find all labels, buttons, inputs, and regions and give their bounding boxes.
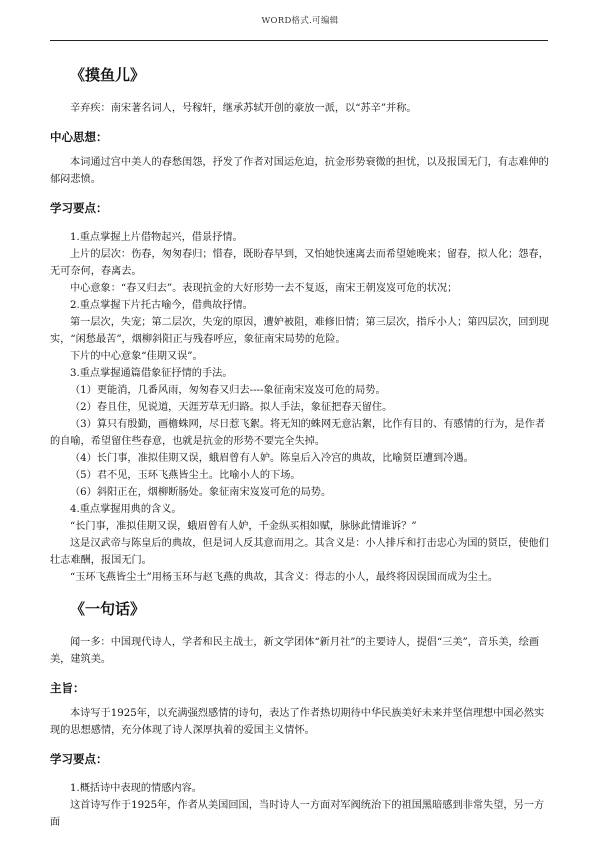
key-point-line: 1.概括诗中表现的情感内容。 — [70, 783, 202, 794]
key-point-line: （3）算只有殷勤，画檐蛛网，尽日惹飞絮。将无知的蛛网无意沾絮，比作有目的、有感情的行为，是作者的自喻，希望留住些春意，也就是抗金的形势不要完全失掉。 — [50, 419, 546, 447]
key-point-line: 4.重点掌握用典的含义。 — [70, 504, 182, 515]
poem-title-moyuer: 《摸鱼儿》 — [70, 66, 146, 84]
key-point-line: 3.重点掌握通篇借象征抒情的手法。 — [70, 368, 233, 379]
key-point-line: 中心意象：“春又归去”。表现抗金的大好形势一去不复返，南宋王朝岌岌可危的状况； — [70, 283, 458, 294]
theme-text: 本词通过宫中美人的春愁闺怨，抒发了作者对国运危迫，抗金形势衰微的担忧，以及报国无门，有志难伸的郁闷悲愤。 — [50, 157, 549, 185]
key-point-line: （1）更能消，几番风雨，匆匆春又归去----象征南宋岌岌可危的局势。 — [70, 385, 386, 396]
key-point-line: （4）长门事，准拟佳期又误，蛾眉曾有人妒。陈皇后入冷宫的典故，比喻贤臣遭到冷遇。 — [70, 453, 474, 464]
theme-text: 本诗写于1925年，以充满强烈感情的诗句，表达了作者热切期待中华民族美好未来并坚信理想中国必然实现的思想感情，充分体现了诗人深厚执着的爱国主义情怀。 — [50, 708, 545, 736]
key-point-line: 这首诗写作于1925年，作者从美国回国，当时诗人一方面对军阀统治下的祖国黑暗感到非常失望，另一方面 — [50, 800, 545, 828]
section-heading-key-points: 学习要点： — [50, 201, 108, 215]
document-body — [50, 64, 550, 831]
key-point-line: “玉环飞燕皆尘土”用杨玉环与赵飞燕的典故，其含义：得志的小人，最终将因误国而成为尘土。 — [70, 572, 499, 583]
page-header — [0, 12, 600, 32]
key-point-line: （6）斜阳正在，烟柳断肠处。象征南宋岌岌可危的局势。 — [70, 487, 332, 498]
section-heading-theme: 主旨： — [50, 681, 85, 695]
header-rule — [50, 40, 548, 41]
key-point-line: （5）君不见，玉环飞燕皆尘土。比喻小人的下场。 — [70, 470, 301, 481]
section-heading-theme: 中心思想： — [50, 130, 108, 144]
poem-title-yijuhua: 《一句话》 — [70, 600, 146, 618]
key-point-line: “长门事，准拟佳期又误，蛾眉曾有人妒，千金纵买相如赋，脉脉此情谁诉？” — [70, 521, 417, 532]
key-point-line: 下片的中心意象“佳期又误”。 — [70, 351, 203, 362]
section-heading-key-points: 学习要点： — [50, 752, 108, 766]
key-point-line: 2.重点掌握下片托古喻今，借典故抒情。 — [70, 300, 253, 311]
key-point-line: 这是汉武帝与陈皇后的典故，但是词人反其意而用之。其含义是：小人排斥和打击忠心为国的贤臣，使他们壮志难酬，报国无门。 — [50, 538, 549, 566]
author-intro: 闻一多：中国现代诗人，学者和民主战士，新文学团体“新月社”的主要诗人，提倡“三美”，音乐美，绘画美，建筑美。 — [50, 637, 540, 665]
key-point-line: 1.重点掌握上片借物起兴，借景抒情。 — [70, 232, 243, 243]
key-point-line: （2）春且住，见说道，天涯芳草无归路。拟人手法，象征把春天留住。 — [70, 402, 393, 413]
key-point-line: 上片的层次：伤春，匆匆春归；惜春，既盼春早到，又怕她快速离去而希望她晚来；留春，拟人化；怨春，无可奈何，春离去。 — [50, 249, 549, 277]
author-intro: 辛弃疾：南宋著名词人，号稼轩，继承苏轼开创的豪放一派，以“苏辛”并称。 — [70, 103, 417, 114]
header-text: WORD格式.可编辑 — [261, 16, 339, 26]
key-point-line: 第一层次，失宠；第二层次，失宠的原因，遭妒被阻，难修旧情；第三层次，指斥小人；第四层次，回到现实，“闲愁最苦”，烟柳斜阳正与残春呼应，象征南宋局势的危险。 — [50, 317, 549, 345]
